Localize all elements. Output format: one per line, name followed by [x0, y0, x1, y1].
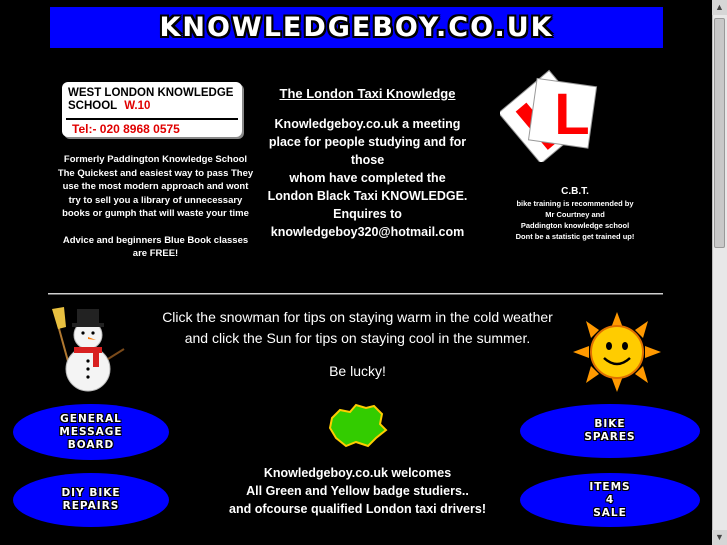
bike-spares-button[interactable] — [520, 404, 700, 458]
center-line: those — [350, 153, 385, 167]
center-line: Knowledgeboy.co.uk a meeting — [274, 117, 461, 131]
cbt-line: Mr Courtney and — [545, 210, 605, 219]
sun-link[interactable] — [573, 312, 661, 392]
divider — [48, 293, 663, 295]
sun-icon — [573, 312, 661, 392]
snowman-icon — [48, 305, 126, 397]
center-line: whom have completed the — [289, 171, 446, 185]
scroll-up-icon[interactable]: ▲ — [712, 0, 727, 15]
center-line: place for people studying and for — [268, 135, 467, 149]
left-line: try to sell you a library of unnecessary — [68, 194, 243, 206]
cbt-line: bike training is recommended by — [516, 199, 634, 208]
card-line2-prefix: SCHOOL — [68, 100, 117, 112]
cbt-title: C.B.T. — [561, 186, 589, 197]
cbt-line: Paddington knowledge school — [520, 221, 630, 230]
cbt-line: Dont be a statistic get trained up! — [515, 232, 635, 241]
left-line: The Quickest and easiest way to pass They — [57, 167, 254, 179]
snowman-link[interactable] — [48, 305, 126, 397]
center-line: Enquires to — [333, 207, 402, 221]
l-plate-logo[interactable] — [500, 62, 600, 162]
be-lucky: Be lucky! — [329, 363, 386, 379]
welcome-line: All Green and Yellow badge studiers.. — [246, 484, 469, 498]
left-line: use the most modern approach and wont — [62, 181, 249, 192]
welcome-text — [205, 464, 510, 518]
spacer — [48, 221, 263, 234]
tips-line2: and click the Sun for tips on staying cool in the summer. — [184, 330, 531, 346]
items-sale-label: ITEMS 4 SALE — [589, 480, 631, 519]
left-line: books or gumph that will waste your time — [62, 208, 249, 219]
school-card-image[interactable] — [62, 82, 242, 137]
welcome-line: and ofcourse qualified London taxi drivers! — [229, 502, 486, 516]
welcome-line: Knowledgeboy.co.uk welcomes — [263, 466, 452, 480]
center-intro — [255, 85, 480, 241]
scroll-down-icon[interactable]: ▼ — [712, 530, 727, 545]
site-title: KNOWLEDGEBOY.CO.UK — [159, 12, 554, 43]
card-line2 — [68, 100, 150, 113]
advice-line: Advice and beginners Blue Book classes — [62, 234, 249, 246]
advice-line: are FREE! — [132, 248, 179, 259]
message-board-label: GENERAL MESSAGE BOARD — [59, 412, 123, 451]
bike-spares-label: BIKE SPARES — [584, 418, 636, 443]
card-line1: WEST LONDON KNOWLEDGE — [68, 87, 234, 99]
london-map-icon — [326, 402, 388, 448]
london-map[interactable] — [326, 402, 388, 448]
center-line: London Black Taxi KNOWLEDGE. — [267, 189, 468, 203]
card-phone: Tel:- 020 8968 0575 — [72, 122, 180, 136]
diy-repairs-label: DIY BIKE REPAIRS — [61, 487, 121, 512]
diy-repairs-button[interactable] — [13, 473, 169, 527]
tips-line1: Click the snowman for tips on staying warm in the cold weather — [162, 309, 553, 325]
center-heading: The London Taxi Knowledge — [279, 86, 456, 101]
card-phone-bar — [66, 118, 238, 136]
items-sale-button[interactable] — [520, 473, 700, 527]
l-plate-icon — [500, 62, 600, 162]
cbt-info — [495, 185, 655, 242]
scrollbar-thumb[interactable] — [714, 18, 725, 248]
l-plate-letter: L — [554, 82, 590, 147]
message-board-button[interactable] — [13, 404, 169, 460]
contact-email[interactable]: knowledgeboy320@hotmail.com — [270, 225, 465, 239]
tips-text — [130, 307, 585, 382]
left-line: Formerly Paddington Knowledge School — [63, 154, 248, 165]
card-line2-suffix: W.10 — [124, 100, 151, 112]
site-banner — [50, 7, 663, 48]
left-description — [48, 153, 263, 261]
